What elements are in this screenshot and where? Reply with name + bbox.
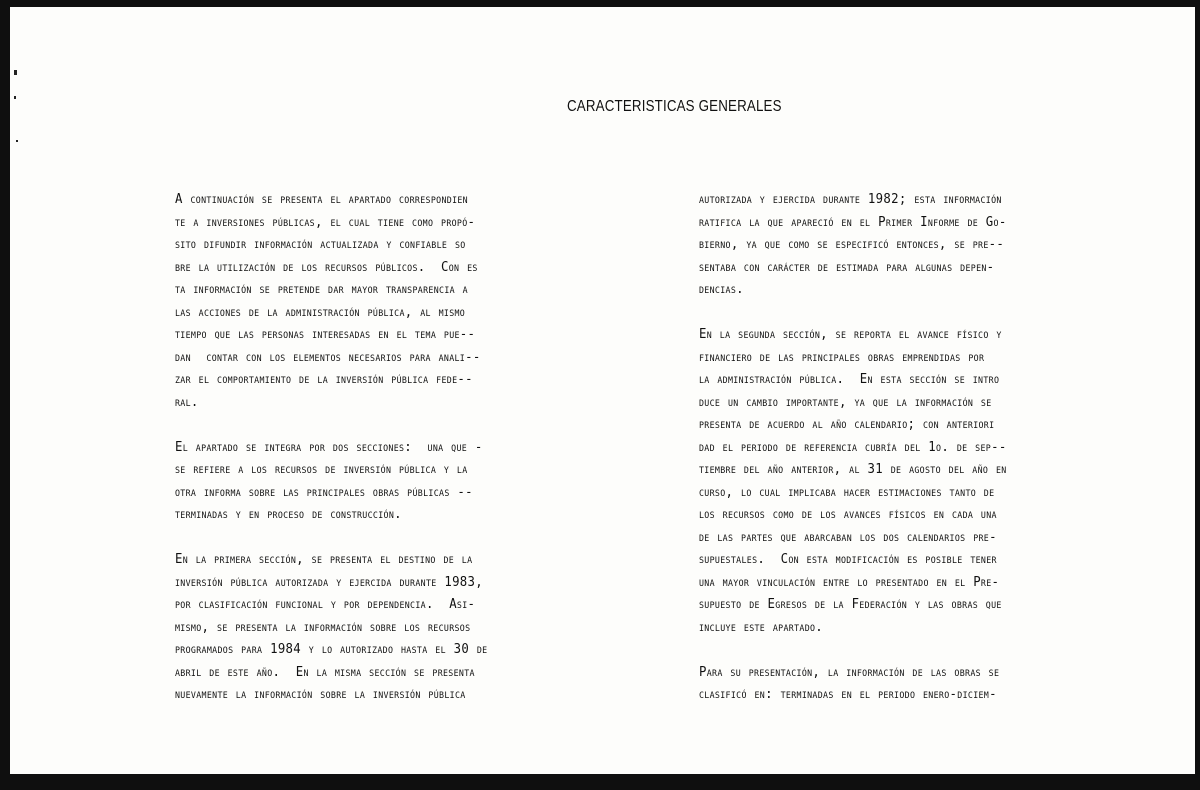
text-line: sito difundir información actualizada y confiable so [175, 237, 466, 252]
text-line: ratifica la que apareció en el Primer Informe de Go- [699, 214, 1007, 230]
text-line: inversión pública autorizada y ejercida durante 1983, [175, 574, 484, 590]
text-line: te a inversiones públicas, el cual tiene como propó- [175, 214, 476, 230]
text-line: tiembre del año anterior, al 31 de agosto del año en [699, 462, 1007, 477]
text-line: incluye este apartado. [699, 619, 824, 635]
text-line: dan contar con los elementos necesarios para anali-- [175, 349, 481, 365]
paragraph [175, 189, 645, 414]
text-line: curso, lo cual implicaba hacer estimaciones tanto de [699, 484, 995, 500]
text-line: abril de este año. En la misma sección se presenta [175, 664, 475, 680]
text-line: nuevamente la información sobre la inversión pública [175, 687, 466, 702]
text-line: otra informa sobre las principales obras públicas -- [175, 484, 473, 500]
text-line: Para su presentación, la información de las obras se [699, 664, 1000, 680]
text-line: En la primera sección, se presenta el destino de la [175, 552, 473, 567]
text-line: supuestales. Con esta modificación es posible tener [699, 552, 997, 567]
text-line: mismo, se presenta la información sobre los recursos [175, 619, 471, 635]
text-line: la administración pública. En esta sección se intro [699, 372, 1000, 387]
text-line: se refiere a los recursos de inversión pública y la [175, 462, 468, 477]
right-column [699, 189, 1169, 729]
left-column [175, 189, 645, 729]
text-line: terminadas y en proceso de construcción. [175, 507, 402, 522]
text-line: El apartado se integra por dos secciones: una que - [175, 439, 483, 455]
text-line: las acciones de la administración pública, al mismo [175, 304, 466, 320]
text-line: los recursos como de los avances físicos en cada una [699, 507, 997, 522]
text-line: dencias. [699, 282, 744, 297]
paragraph [175, 549, 645, 707]
paragraph [175, 437, 645, 527]
text-line: financiero de las principales obras emprendidas por [699, 349, 985, 365]
text-line: dad el periodo de referencia cubría del 1o. de sep-- [699, 439, 1007, 455]
text-line: por clasificación funcional y por dependencia. Asi- [175, 597, 476, 612]
text-line: En la segunda sección, se reporta el avance físico y [699, 327, 1002, 342]
text-line: tiempo que las personas interesadas en el tema pue-- [175, 327, 476, 342]
text-line: zar el comportamiento de la inversión pública fede-- [175, 372, 473, 387]
text-line: bierno, ya que como se especificó entonces, se pre-- [699, 237, 1005, 252]
paragraph [699, 189, 1169, 302]
page-title: CARACTERISTICAS GENERALES [567, 98, 782, 115]
text-line: de las partes que abarcaban los dos calendarios pre- [699, 529, 997, 545]
text-line: programados para 1984 y lo autorizado hasta el 30 de [175, 642, 488, 657]
text-line: bre la utilización de los recursos públicos. Con es [175, 259, 478, 275]
text-line: A continuación se presenta el apartado correspondien [175, 192, 468, 207]
paragraph [699, 662, 1169, 707]
text-line: autorizada y ejercida durante 1982; esta información [699, 192, 1002, 207]
text-line: presenta de acuerdo al año calendario; con anteriori [699, 417, 995, 432]
text-line: duce un cambio importante, ya que la información se [699, 394, 992, 410]
text-line: ta información se pretende dar mayor transparencia a [175, 282, 468, 297]
text-line: sentaba con carácter de estimada para algunas depen- [699, 259, 995, 275]
text-line: una mayor vinculación entre lo presentado en el Pre- [699, 574, 1000, 590]
paragraph [699, 324, 1169, 639]
text-line: ral. [175, 394, 199, 410]
text-line: supuesto de Egresos de la Federación y las obras que [699, 597, 1002, 612]
text-line: clasificó en: terminadas en el periodo enero-diciem- [699, 687, 997, 702]
